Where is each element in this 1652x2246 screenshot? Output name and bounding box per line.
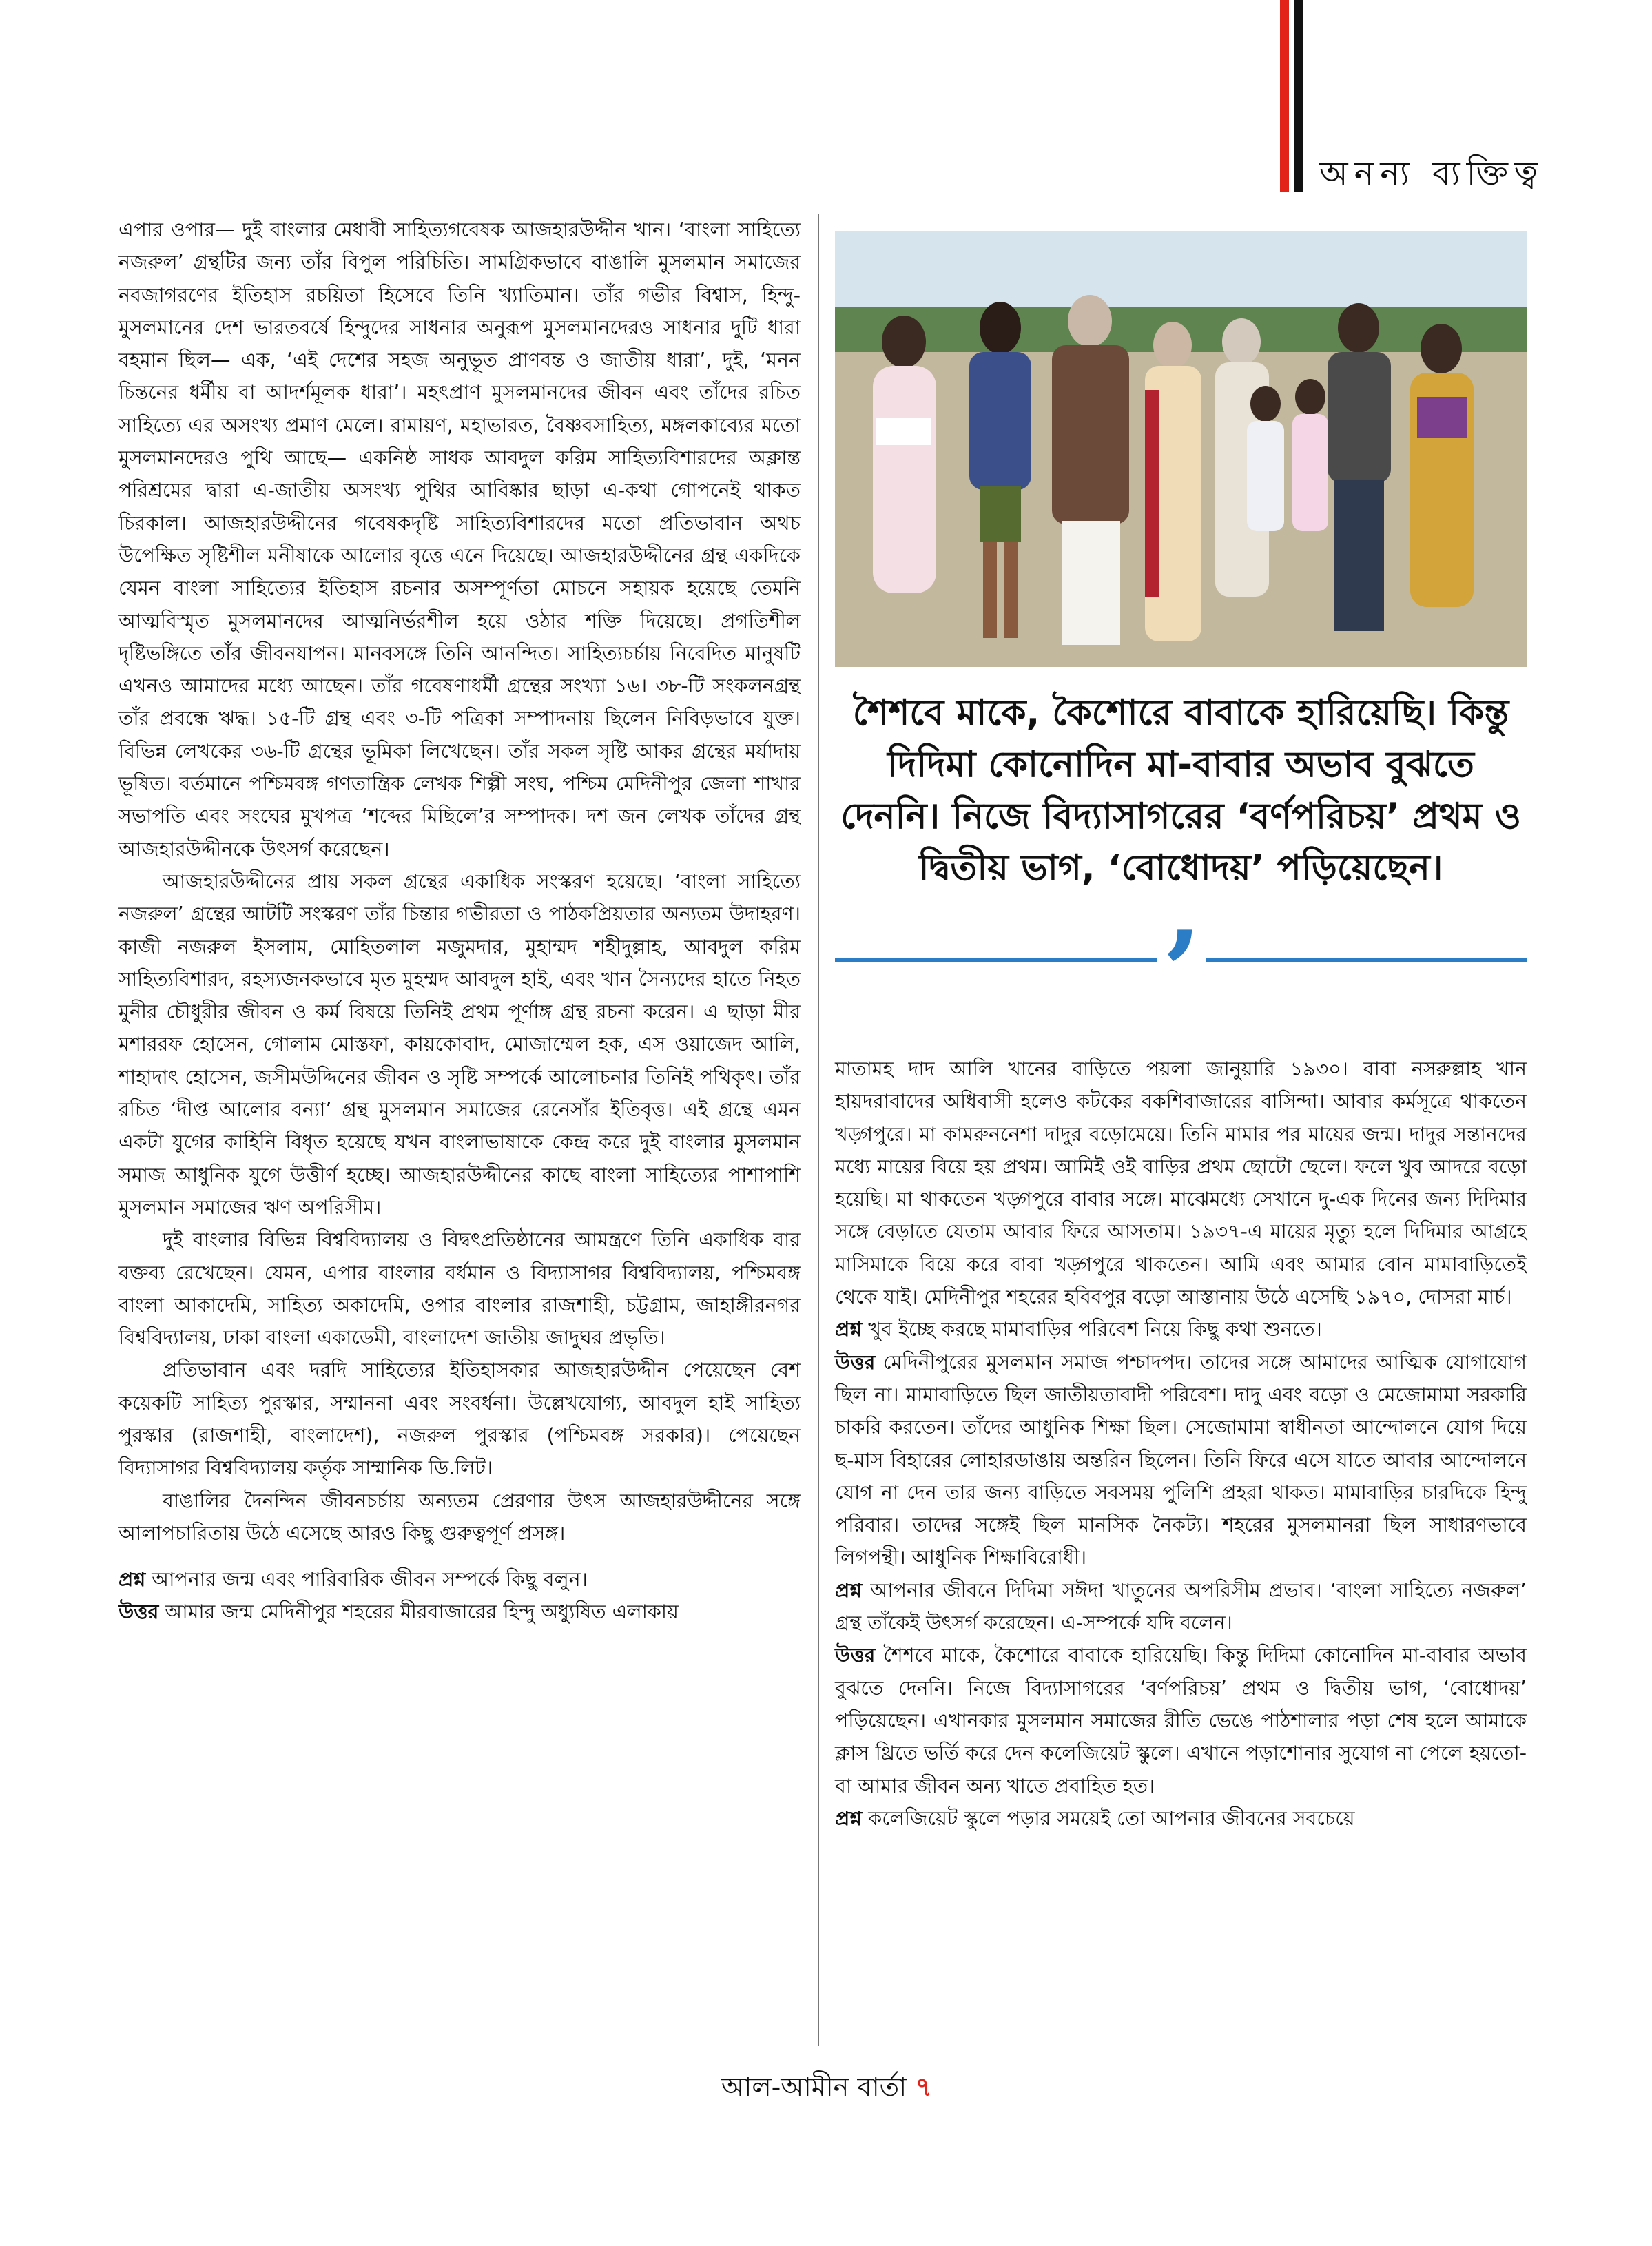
question-text: আপনার জীবনে দিদিমা সঈদা খাতুনের অপরিসীম প্রভাব। ‘বাংলা সাহিত্যে নজরুল’ গ্রন্থ তাঁকেই উৎসর্গ করেছেন। এ-সম্পর্কে যদি বলেন। — [835, 1578, 1527, 1635]
body-paragraph: বাঙালির দৈনন্দিন জীবনচর্চায় অন্যতম প্রেরণার উৎস আজহারউদ্দীনের সঙ্গে আলাপচারিতায় উঠে এসেছে আরও কিছু গুরুত্বপূর্ণ প্রসঙ্গ। — [118, 1489, 801, 1545]
question-label: প্রশ্ন — [118, 1568, 146, 1591]
quote-mark-icon: ’ — [1157, 916, 1206, 999]
answer-1 — [118, 1596, 801, 1628]
question-2 — [835, 1313, 1527, 1346]
publication-name: আল-আমীন বার্তা — [721, 2072, 907, 2102]
answer-label: উত্তর — [835, 1350, 876, 1374]
pull-quote: শৈশবে মাকে, কৈশোরে বাবাকে হারিয়েছি। কিন্তু দিদিমা কোনোদিন মা-বাবার অভাব বুঝতে দেননি। নিজে বিদ্যাসাগরের ‘বর্ণপরিচয়’ প্রথম ও দ্বিতীয় ভাগ, ‘বোধোদয়’ পড়িয়েছেন। — [840, 692, 1521, 889]
page-number: ৭ — [915, 2072, 932, 2102]
column-divider — [818, 214, 819, 2046]
answer-label: উত্তর — [835, 1644, 876, 1667]
question-3 — [835, 1574, 1527, 1640]
question-text: আপনার জন্ম এবং পারিবারিক জীবন সম্পর্কে কিছু বলুন। — [152, 1568, 588, 1591]
answer-text: মেদিনীপুরের মুসলমান সমাজ পশ্চাদপদ। তাদের সঙ্গে আমাদের আত্মিক যোগাযোগ ছিল না। মামাবাড়িতে ছিল জাতীয়তাবাদী পরিবেশ। দাদু এবং বড়ো ও মেজোমামা সরকারি চাকরি করতেন। তাঁদের আধুনিক শিক্ষা ছিল। সেজোমামা স্বাধীনতা আন্দোলনে যোগ দিয়ে ছ-মাস বিহারের লোহারডাঙায় অন্তরিন ছিলেন। তিনি ফিরে এসে যাতে আবার আন্দোলনে যোগ না দেন তার জন্য বাড়িতে সবসময় পুলিশি প্রহরা থাকত। মামাবাড়ির চারদিকে হিন্দু পরিবার। তাদের সঙ্গেই ছিল মানসিক নৈকট্য। শহরের মুসলমানরা ছিল সাধারণভাবে লিগপন্থী। আধুনিক শিক্ষাবিরোধী। — [835, 1350, 1527, 1569]
left-column — [118, 214, 801, 1629]
answer-3 — [835, 1639, 1527, 1802]
body-paragraph: আজহারউদ্দীনের প্রায় সকল গ্রন্থের একাধিক সংস্করণ হয়েছে। ‘বাংলা সাহিত্যে নজরুল’ গ্রন্থের আটটি সংস্করণ তাঁর চিন্তার গভীরতা ও পাঠকপ্রিয়তার অন্যতম উদাহরণ। কাজী নজরুল ইসলাম, মোহিতলাল মজুমদার, মুহাম্মদ শহীদুল্লাহ, আবদুল করিম সাহিত্যবিশারদ, রহস্যজনকভাবে মৃত মুহম্মদ আবদুল হাই, এবং খান সৈন্যদের হাতে নিহত মুনীর চৌধুরীর জীবন ও কর্ম বিষয়ে তিনিই প্রথম পূর্ণাঙ্গ গ্রন্থ রচনা করেন। এ ছাড়া মীর মশাররফ হোসেন, গোলাম মোস্তফা, কায়কোবাদ, মোজাম্মেল হক, এস ওয়াজেদ আলি, শাহাদাৎ হোসেন, জসীমউদ্দিনের জীবন ও সৃষ্টি সম্পর্কে আলোচনার তিনিই পথিকৃৎ। তাঁর রচিত ‘দীপ্ত আলোর বন্যা’ গ্রন্থ মুসলমান সমাজের রেনেসাঁর ইতিবৃত্ত। এই গ্রন্থে এমন একটা যুগের কাহিনি বিধৃত হয়েছে যখন বাংলাভাষাকে কেন্দ্র করে দুই বাংলার মুসলমান সমাজ আধুনিক যুগে উত্তীর্ণ হচ্ছে। আজহারউদ্দীনের কাছে বাংলা সাহিত্যের পাশাপাশি মুসলমান সমাজের ঋণ অপরিসীম। — [118, 869, 801, 1219]
question-label: প্রশ্ন — [835, 1806, 863, 1830]
question-4 — [835, 1802, 1527, 1835]
section-title: অনন্য ব্যক্তিত্ব — [1319, 154, 1545, 193]
header-red-rule — [1280, 0, 1289, 192]
group-photo-illustration — [835, 231, 1527, 667]
right-column — [835, 1053, 1527, 1835]
answer-label: উত্তর — [118, 1600, 159, 1624]
answer-text: আমার জন্ম মেদিনীপুর শহরের মীরবাজারের হিন্দু অধ্যুষিত এলাকায় — [165, 1600, 679, 1624]
question-label: প্রশ্ন — [835, 1578, 863, 1602]
intro-paragraph: এপার ওপার— দুই বাংলার মেধাবী সাহিত্যগবেষক আজহারউদ্দীন খান। ‘বাংলা সাহিত্যে নজরুল’ গ্রন্থটির জন্য তাঁর বিপুল পরিচিতি। সামগ্রিকভাবে বাঙালি মুসলমান সমাজের নবজাগরণের ইতিহাস রচয়িতা হিসেবে তিনি খ্যাতিমান। তাঁর গভীর বিশ্বাস, হিন্দু-মুসলমানের দেশ ভারতবর্ষে হিন্দুদের সাধনার অনুরূপ মুসলমানদেরও সাধনার দুটি ধারা বহমান ছিল— এক, ‘এই দেশের সহজ অনুভূত প্রাণবন্ত ও জাতীয় ধারা’, দুই, ‘মনন চিন্তনের ধর্মীয় বা আদর্শমূলক ধারা’। মহৎপ্রাণ মুসলমানদের জীবন এবং তাঁদের রচিত সাহিত্যে এর অসংখ্য প্রমাণ মেলে। রামায়ণ, মহাভারত, বৈষ্ণবসাহিত্য, মঙ্গলকাব্যের মতো মুসলমানদেরও পুথি আছে— একনিষ্ঠ সাধক আবদুল করিম সাহিত্যবিশারদের অক্লান্ত পরিশ্রমের দ্বারা এ-জাতীয় অসংখ্য পুথির আবিষ্কার ছাড়া এ-কথা গোপনেই থাকত চিরকাল। আজহারউদ্দীনের গবেষকদৃষ্টি সাহিত্যবিশারদের মতো প্রতিভাবান অথচ উপেক্ষিত সৃষ্টিশীল মনীষাকে আলোর বৃত্তে এনে দিয়েছে। আজহারউদ্দীনের গ্রন্থ একদিকে যেমন বাংলা সাহিত্যের ইতিহাস রচনার অসম্পূর্ণতা মোচনে সহায়ক হয়েছে তেমনি আত্মবিস্মৃত মুসলমানদের আত্মনির্ভরশীল হয়ে ওঠার শক্তি দিয়েছে। প্রগতিশীল দৃষ্টিভঙ্গিতে তাঁর জীবনযাপন। মানবসঙ্গে তিনি আনন্দিত। সাহিত্যচর্চায় নিবেদিত মানুষটি এখনও আমাদের মধ্যে আছেন। তাঁর গবেষণাধর্মী গ্রন্থের সংখ্যা ১৬। ৩৮-টি সংকলনগ্রন্থ তাঁর প্রবন্ধে ঋদ্ধ। ১৫-টি গ্রন্থ এবং ৩-টি পত্রিকা সম্পাদনায় ছিলেন নিবিড়ভাবে যুক্ত। বিভিন্ন লেখকের ৩৬-টি গ্রন্থের ভূমিকা লিখেছেন। তাঁর সকল সৃষ্টি আকর গ্রন্থের মর্যাদায় ভূষিত। বর্তমানে পশ্চিমবঙ্গ গণতান্ত্রিক লেখক শিল্পী সংঘ, পশ্চিম মেদিনীপুর জেলা শাখার সভাপতি এবং সংঘের মুখপত্র ‘শব্দের মিছিলে’র সম্পাদক। দশ জন লেখক তাঁদের গ্রন্থ আজহারউদ্দীনকে উৎসর্গ করেছেন। — [118, 218, 801, 861]
header-black-rule — [1294, 0, 1303, 192]
question-1 — [118, 1563, 801, 1596]
page-footer — [620, 2067, 1033, 2111]
question-label: প্রশ্ন — [835, 1318, 863, 1341]
body-paragraph: প্রতিভাবান এবং দরদি সাহিত্যের ইতিহাসকার আজহারউদ্দীন পেয়েছেন বেশ কয়েকটি সাহিত্য পুরস্কার, সম্মাননা এবং সংবর্ধনা। উল্লেখযোগ্য, আবদুল হাই সাহিত্য পুরস্কার (রাজশাহী, বাংলাদেশ), নজরুল পুরস্কার (পশ্চিমবঙ্গ সরকার)। পেয়েছেন বিদ্যাসাগর বিশ্ববিদ্যালয় কর্তৃক সাম্মানিক ডি.লিট। — [118, 1359, 801, 1480]
question-text: খুব ইচ্ছে করছে মামাবাড়ির পরিবেশ নিয়ে কিছু কথা শুনতে। — [868, 1318, 1322, 1341]
group-photo — [835, 231, 1527, 667]
answer-text: শৈশবে মাকে, কৈশোরে বাবাকে হারিয়েছি। কিন্তু দিদিমা কোনোদিন মা-বাবার অভাব বুঝতে দেননি। নিজে বিদ্যাসাগরের ‘বর্ণপরিচয়’ প্রথম ও দ্বিতীয় ভাগ, ‘বোধোদয়’ পড়িয়েছেন। এখানকার মুসলমান সমাজের রীতি ভেঙে পাঠশালার পড়া শেষ হলে আমাকে ক্লাস থ্রিতে ভর্তি করে দেন কলেজিয়েট স্কুলে। এখানে পড়াশোনার সুযোগ না পেলে হয়তো-বা আমার জীবন অন্য খাতে প্রবাহিত হত। — [835, 1644, 1527, 1797]
body-paragraph: দুই বাংলার বিভিন্ন বিশ্ববিদ্যালয় ও বিদ্বৎপ্রতিষ্ঠানের আমন্ত্রণে তিনি একাধিক বার বক্তব্য রেখেছেন। যেমন, এপার বাংলার বর্ধমান ও বিদ্যাসাগর বিশ্ববিদ্যালয়, পশ্চিমবঙ্গ বাংলা আকাদেমি, সাহিত্য অকাদেমি, ওপার বাংলার রাজশাহী, চট্টগ্রাম, জাহাঙ্গীরনগর বিশ্ববিদ্যালয়, ঢাকা বাংলা একাডেমী, বাংলাদেশ জাতীয় জাদুঘর প্রভৃতি। — [118, 1228, 801, 1350]
answer-continuation: মাতামহ দাদ আলি খানের বাড়িতে পয়লা জানুয়ারি ১৯৩০। বাবা নসরুল্লাহ খান হায়দরাবাদের অধিবাসী হলেও কটকের বকশিবাজারের বাসিন্দা। আবার কর্মসূত্রে থাকতেন খড়্গপুরে। মা কামরুননেশা দাদুর বড়োমেয়ে। তিনি মামার পর মায়ের জন্ম। দাদুর সন্তানদের মধ্যে মায়ের বিয়ে হয় প্রথম। আমিই ওই বাড়ির প্রথম ছোটো ছেলে। ফলে খুব আদরে বড়ো হয়েছি। মা থাকতেন খড়্গপুরে বাবার সঙ্গে। মাঝেমধ্যে সেখানে দু-এক দিনের জন্য দিদিমার সঙ্গে বেড়াতে যেতাম আবার ফিরে আসতাম। ১৯৩৭-এ মায়ের মৃত্যু হলে দিদিমার আগ্রহে মাসিমাকে বিয়ে করে বাবা খড়্গপুরে থাকতেন। আমি এবং আমার বোন মামাবাড়িতেই থেকে যাই। মেদিনীপুর শহরের হবিবপুর বড়ো আস্তানায় উঠে এসেছি ১৯৭০, দোসরা মার্চ। — [835, 1058, 1527, 1309]
answer-2 — [835, 1346, 1527, 1574]
question-text: কলেজিয়েট স্কুলে পড়ার সময়েই তো আপনার জীবনের সবচেয়ে — [868, 1806, 1355, 1830]
